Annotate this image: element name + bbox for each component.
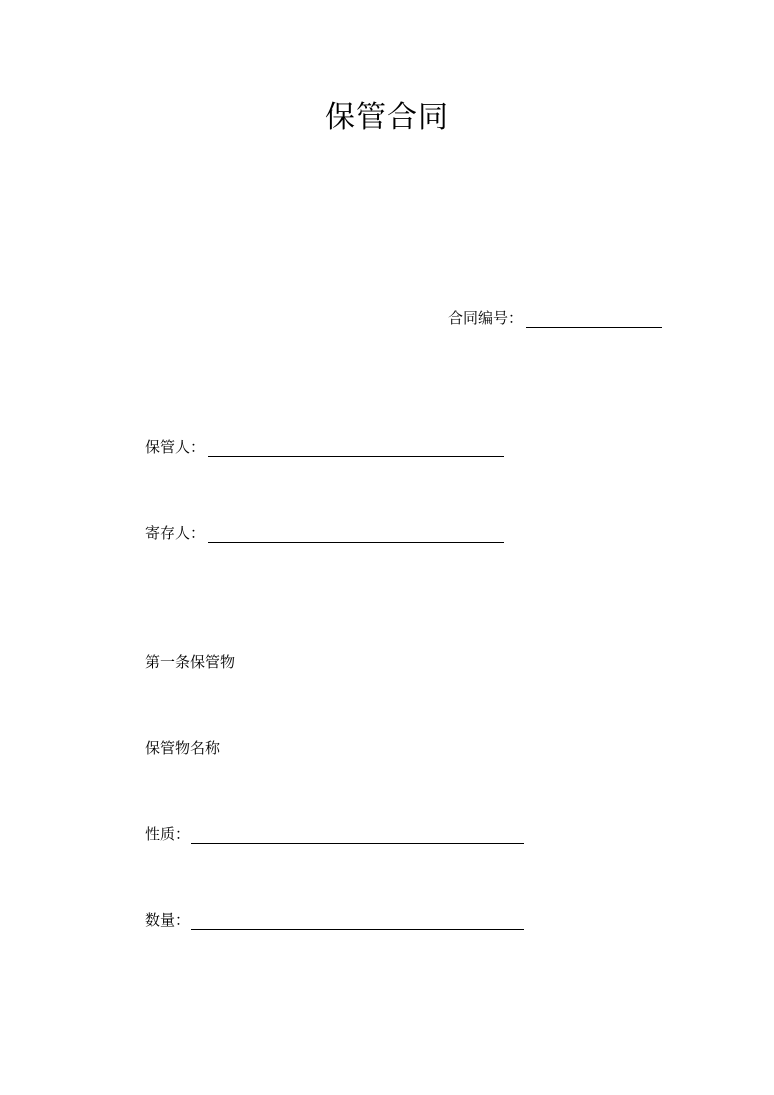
nature-blank[interactable] — [191, 825, 524, 844]
depositor-blank[interactable] — [208, 524, 504, 543]
quantity-label: 数量： — [145, 911, 191, 929]
contract-number-label: 合同编号： — [448, 309, 524, 327]
custodian-blank[interactable] — [208, 438, 504, 457]
document-title: 保管合同 — [325, 100, 449, 135]
quantity-field — [145, 910, 524, 930]
depositor-label: 寄存人： — [145, 524, 206, 542]
custodian-field — [145, 437, 504, 457]
quantity-blank[interactable] — [191, 911, 524, 930]
article-1-heading: 第一条保管物 — [145, 653, 236, 671]
nature-field — [145, 824, 524, 844]
item-name-heading: 保管物名称 — [145, 739, 221, 757]
contract-number-field — [448, 308, 662, 328]
nature-label: 性质： — [145, 825, 191, 843]
custodian-label: 保管人： — [145, 438, 206, 456]
depositor-field — [145, 523, 504, 543]
contract-number-blank[interactable] — [526, 309, 662, 328]
